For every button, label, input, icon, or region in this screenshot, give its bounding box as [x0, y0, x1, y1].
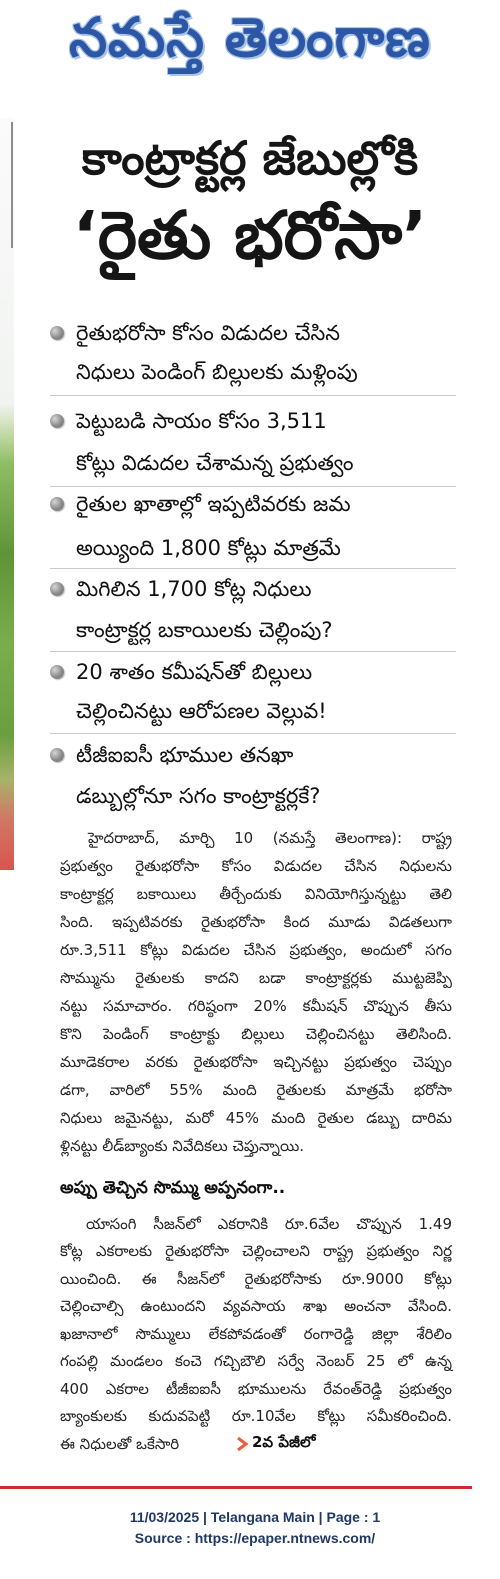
highlight-text: రైతుభరోసా కోసం విడుదల చేసిన [76, 321, 341, 345]
source-info [10, 1527, 500, 1549]
highlight-line [76, 401, 456, 441]
highlight-line [76, 443, 456, 483]
footer-rule [0, 1486, 472, 1489]
bullet-icon [50, 748, 64, 762]
paragraph-line [60, 852, 452, 880]
paragraph-text: నిధులు జమైనట్టు, మరో 45% మంది రైతుల డబ్బు దారిమ [60, 1109, 452, 1127]
chevron-right-icon [236, 1437, 248, 1451]
highlight-line [76, 610, 456, 650]
bullet-icon [50, 497, 64, 511]
highlight-line [76, 313, 456, 353]
separator-line [50, 733, 456, 734]
highlight-line [76, 352, 456, 392]
bullet-icon [50, 665, 64, 679]
highlight-line [76, 776, 456, 816]
paragraph-text: సింది. ఇప్పటివరకు రైతుభరోసా కింద మూడు విడతలుగా [60, 913, 452, 931]
paragraph-line [60, 1076, 452, 1104]
highlight-text: రైతుల ఖాతాల్లో ఇప్పటివరకు జమ [76, 492, 351, 516]
paragraph-text: ళ్లినట్టు లీడ్‌బ్యాంకు నివేదికలు చెప్తున్నాయి. [60, 1137, 305, 1155]
paragraph-line [60, 992, 452, 1020]
paragraph-text: మూడెకరాల వరకు రైతుభరోసా ఇచ్చినట్టు ప్రభుత్వం చెప్పుం [60, 1053, 452, 1071]
bullet-icon [50, 582, 64, 596]
highlight-text: డబ్బుల్లోనూ సగం కాంట్రాక్టర్లకే? [76, 784, 321, 808]
paragraph-text: నట్టు సమాచారం. గరిష్ఠంగా 20% కమీషన్ చొప్పున తీసు [60, 997, 452, 1015]
highlight-line [76, 735, 456, 775]
paragraph-text: కాంట్రాక్టర్ల బకాయిలు తీర్చేందుకు వినియోగిస్తున్నట్టు తెలి [60, 885, 452, 903]
masthead-title: నమస్తే తెలంగాణ [69, 6, 431, 69]
highlight-line [76, 652, 456, 692]
highlight-line [76, 691, 456, 731]
highlight-line [76, 569, 456, 609]
bullet-icon [50, 414, 64, 428]
paragraph-text: గంపల్లి మండలం కంచె గచ్చిబౌలి సర్వే నెంబర్ 25 లో ఉన్న [60, 1352, 452, 1370]
paragraph-text: కొని పెండింగ్ కాంట్రాక్టు బిల్లులు చెల్లించినట్టు తెలిసింది. [60, 1025, 452, 1043]
paragraph-line [60, 1347, 452, 1375]
bullet-icon [50, 326, 64, 340]
paragraph-text: కోట్ల ఎకరాలకు రైతుభరోసా చెల్లించాలని రాష్ట్ర ప్రభుత్వం నిర్ణ [60, 1242, 452, 1260]
separator-line [50, 395, 456, 396]
paragraph-line [60, 1375, 452, 1403]
headline-line-2 [30, 186, 470, 286]
paragraph-line [60, 1104, 452, 1132]
paragraph-text: యాసంగి సీజన్‌లో ఎకరానికి రూ.6వేల చొప్పున 1.49 [86, 1215, 452, 1233]
paragraph-text: బ్యాంకులకు కుదువపెట్టి రూ.10వేల కోట్లు సమీకరించింది. [60, 1407, 452, 1425]
paragraph-text: హైదరాబాద్, మార్చి 10 (నమస్తే తెలంగాణ): రాష్ట్ర [88, 829, 452, 847]
paragraph-text: సొమ్మును రైతులకు కాదని బడా కాంట్రాక్టర్లకు ముట్టజెప్పి [60, 969, 452, 987]
highlight-text: నిధులు పెండింగ్ బిల్లులకు మళ్లింపు [76, 360, 358, 384]
highlight-text: పెట్టుబడి సాయం కోసం 3,511 [76, 409, 327, 433]
paragraph-line [60, 964, 452, 992]
paragraph-text: రూ.3,511 కోట్లు విడుదల చేసిన ప్రభుత్వం, అందులో సగం [60, 941, 452, 959]
paragraph-line [88, 824, 452, 852]
paragraph-line [86, 1210, 452, 1238]
paragraph-line [60, 908, 452, 936]
paragraph-line [60, 1292, 452, 1320]
highlight-text: కోట్లు విడుదల చేశామన్న ప్రభుత్వం [76, 451, 354, 475]
paragraph-text: చెల్లించాల్సి ఉంటుందని వ్యవసాయ శాఖ అంచనా వేసింది. [60, 1297, 452, 1315]
highlight-line [76, 528, 456, 568]
paragraph-line [60, 936, 452, 964]
highlight-text: మిగిలిన 1,700 కోట్ల నిధులు [76, 577, 312, 601]
paragraph-text: ప్రభుత్వం రైతుభరోసా కోసం విడుదల చేసిన నిధులను [60, 857, 452, 875]
highlight-line [76, 484, 456, 524]
paragraph-line [60, 1320, 452, 1348]
paragraph-line [60, 1020, 452, 1048]
paragraph-line [60, 1132, 452, 1160]
paragraph-line [60, 1402, 452, 1430]
highlight-text: 20 శాతం కమీషన్‌తో బిల్లులు [76, 660, 313, 684]
paragraph-text: 400 ఎకరాల టీజీఐఐసీ భూములను రేవంత్‌రెడ్డి ప్రభుత్వం [60, 1380, 452, 1398]
paragraph-text: యించింది. ఈ సీజన్‌లో రైతుభరోసాకు రూ.9000 కోట్లు [60, 1270, 452, 1288]
paragraph-line [60, 880, 452, 908]
headline-line-1 [30, 120, 470, 196]
article-subheading [60, 1174, 452, 1202]
paragraph-last-line [60, 1430, 230, 1458]
continued-label: 2వ పేజీలో [252, 1433, 316, 1451]
headline-text: ‘రైతు భరోసా’ [72, 197, 428, 274]
paragraph-text: ఖజానాలో సొమ్ములు లేకపోవడంతో రంగారెడ్డి జిల్లా శేరిలిం [60, 1325, 452, 1343]
source-text: Source : https://epaper.ntnews.com/ [134, 1530, 376, 1546]
highlight-text: కాంట్రాక్టర్ల బకాయిలకు చెల్లింపు? [76, 618, 333, 642]
edition-info [10, 1506, 500, 1528]
masthead-logo [40, 0, 460, 76]
highlight-text: చెల్లించినట్టు ఆరోపణల వెల్లువ! [76, 699, 327, 723]
paragraph-text: ఈ నిధులతో ఒకేసారి [60, 1435, 180, 1453]
highlight-text: అయ్యింది 1,800 కోట్లు మాత్రమే [76, 536, 341, 560]
photo-edge-line [11, 122, 13, 248]
paragraph-line [60, 1265, 452, 1293]
continued-on-page [236, 1430, 315, 1458]
edition-text: 11/03/2025 | Telangana Main | Page : 1 [129, 1509, 381, 1525]
paragraph-line [60, 1048, 452, 1076]
subheading-text: అప్పు తెచ్చిన సొమ్ము అప్పనంగా.. [60, 1178, 286, 1198]
paragraph-line [60, 1237, 452, 1265]
headline-text: కాంట్రాక్టర్ల జేబుల్లోకి [81, 131, 419, 185]
paragraph-text: డగా, వారిలో 55% మంది రైతులకు మాత్రమే భరోసా [60, 1081, 452, 1099]
highlight-text: టీజీఐఐసీ భూముల తనఖా [76, 743, 294, 767]
